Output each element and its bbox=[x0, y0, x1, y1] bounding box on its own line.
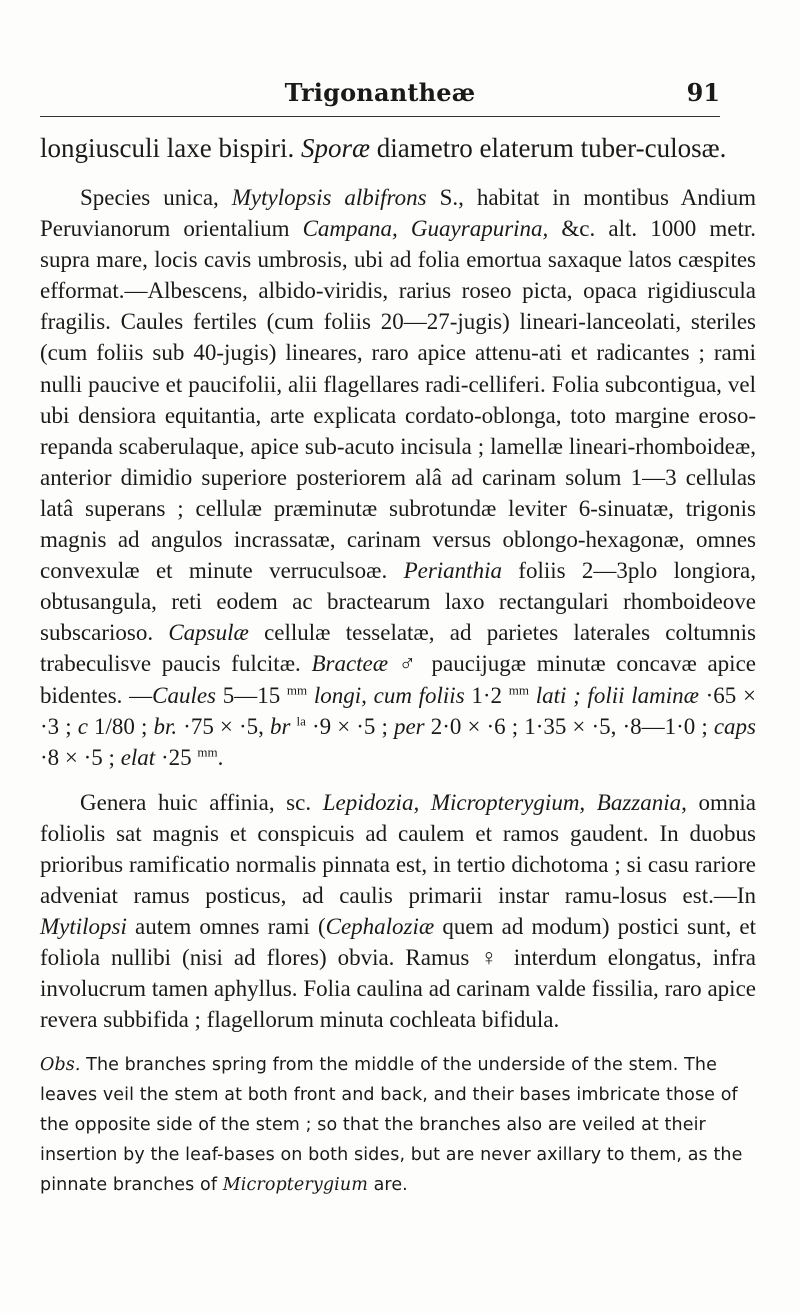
para-text: autem omnes rami ( bbox=[126, 914, 326, 940]
observation-note bbox=[40, 1050, 756, 1200]
term-per: per bbox=[393, 713, 425, 739]
term-br: br bbox=[269, 713, 291, 739]
measurement: 5—15 bbox=[216, 682, 287, 708]
header-rule bbox=[40, 116, 720, 117]
term-caules: Caules bbox=[152, 682, 216, 708]
para-text: &c. alt. 1000 metr. supra mare, locis cavis umbrosis, ubi ad folia emortua saxaque latos cæspites efformat.—Albescens, albido-viridis, rarius roseo picta, opaca rigidiuscula fragilis. Caules fertiles (cum foliis 20—27-jugis) lineari-lanceolati, steriles (cum foliis sub 40-jugis) lineares, raro apice attenu-ati et radicantes ; rami nulli paucive et paucifolii, alii flagellares radi-celliferi. Folia subcontigua, vel ubi densiora equitantia, arte explicata cordato-oblonga, toto margine eroso-repanda scaberulaque, apice sub-acuto incisula ; lamellæ lineari-rhomboideæ, anterior dimidio superiore posteriorem alâ ad carinam solum 1—3 cellulas latâ superans ; cellulæ præminutæ subrotundæ leviter 6-sinuatæ, trigonis magnis ad angulos incrassatæ, carinam versus oblongo-hexagonæ, omnes convexulæ et minute verruculsoæ. bbox=[40, 216, 756, 584]
period: . bbox=[217, 744, 224, 770]
term-lati: lati ; folii laminæ bbox=[535, 682, 699, 708]
para-text: foliis 2—3plo longiora, obtusangula, reti eodem ac bractearum laxo rectangulari rhomboideove subscarioso. bbox=[40, 558, 756, 646]
term-perianthia: Perianthia bbox=[403, 558, 502, 584]
para-text: omnia foliolis sat magnis et conspicuis ad caulem et ramos gaudent. In duobus prioribus ramificatio normalis pinnata est, in tertio dichotoma ; si casu rariore adveniat ramus posticus, ad caulis primarii instar ramu-losus est.—In bbox=[40, 789, 756, 909]
term-elat: elat bbox=[120, 744, 156, 770]
lead-term-sporae: Sporæ bbox=[300, 133, 371, 163]
genera-comparison-paragraph bbox=[40, 787, 756, 1036]
unit-mm: mm bbox=[508, 681, 529, 697]
space bbox=[529, 683, 536, 708]
term-br: br. bbox=[153, 713, 178, 739]
para-text: cellulæ tesselatæ, ad parietes laterales coltumnis trabeculisve paucis fulcitæ. bbox=[40, 620, 756, 677]
fraction: 1/80 bbox=[94, 713, 135, 739]
genus-names: Lepidozia, Micropterygium, Bazzania, bbox=[322, 789, 687, 815]
species-name: Mytylopsis albifrons bbox=[231, 185, 427, 210]
unit-mm: mm bbox=[197, 744, 218, 760]
measurement: ·8 × ·5 ; bbox=[40, 744, 121, 770]
lead-text: longiusculi laxe bispiri. bbox=[40, 133, 301, 163]
space bbox=[307, 683, 314, 708]
measurement: ·65 × ·3 ; bbox=[40, 682, 756, 739]
page-number: 91 bbox=[686, 78, 720, 107]
genus-mytilopsi: Mytilopsi bbox=[40, 914, 127, 940]
obs-text: are. bbox=[367, 1174, 408, 1195]
obs-label: Obs. bbox=[40, 1054, 81, 1075]
main-text bbox=[40, 130, 756, 1200]
sup-la: la bbox=[296, 712, 306, 728]
genus-micropterygium: Micropterygium bbox=[222, 1174, 368, 1195]
running-title: Trigonantheæ bbox=[284, 78, 476, 107]
para-text: S., habitat in montibus Andium Peruvianorum orientalium bbox=[40, 185, 756, 242]
species-description-paragraph bbox=[40, 182, 756, 773]
measurement: 1·2 bbox=[464, 682, 509, 708]
para-text: Species unica, bbox=[80, 185, 232, 210]
lead-text: diametro elaterum tuber-culosæ. bbox=[370, 133, 727, 163]
term-longi: longi, cum foliis bbox=[313, 682, 465, 708]
measurement: ·75 × ·5, bbox=[177, 713, 270, 739]
measurement: ·9 × ·5 ; bbox=[305, 713, 394, 739]
lead-paragraph bbox=[40, 130, 756, 166]
term-capsulae: Capsulæ bbox=[168, 620, 249, 646]
locality-names: Campana, Guayrapurina, bbox=[302, 216, 549, 242]
obs-text: The branches spring from the middle of the underside of the stem. The leaves veil the stem at both front and back, and their bases imbricate those of the opposite side of the stem ; so that the branches also are veiled at their insertion by the leaf-bases on both sides, but are never axillary to them, as the pinnate branches of bbox=[40, 1054, 743, 1195]
running-header bbox=[40, 78, 720, 118]
measurement: ·25 bbox=[155, 744, 198, 770]
term-c: c bbox=[77, 713, 88, 739]
measurement: 2·0 × ·6 ; 1·35 × ·5, ·8—1·0 ; bbox=[424, 713, 714, 739]
para-text: Genera huic affinia, sc. bbox=[80, 789, 323, 815]
genus-cephaloziae: Cephaloziæ bbox=[325, 914, 435, 940]
term-caps: caps bbox=[713, 713, 756, 739]
term-bracteae: Bracteæ bbox=[311, 651, 389, 677]
separator: ; bbox=[134, 713, 154, 739]
para-text: quem ad modum) postici sunt, et foliola nullibi (nisi ad flores) obvia. Ramus ♀ interdum elongatus, infra involucrum tamen aphyllus. Folia caulina ad carinam valde fissilia, raro apice revera subbifida ; flagellorum minuta cochleata bifidula. bbox=[40, 914, 756, 1033]
para-text: ♂ paucijugæ minutæ concavæ apice bidentes. — bbox=[40, 651, 756, 708]
unit-mm: mm bbox=[286, 681, 308, 697]
